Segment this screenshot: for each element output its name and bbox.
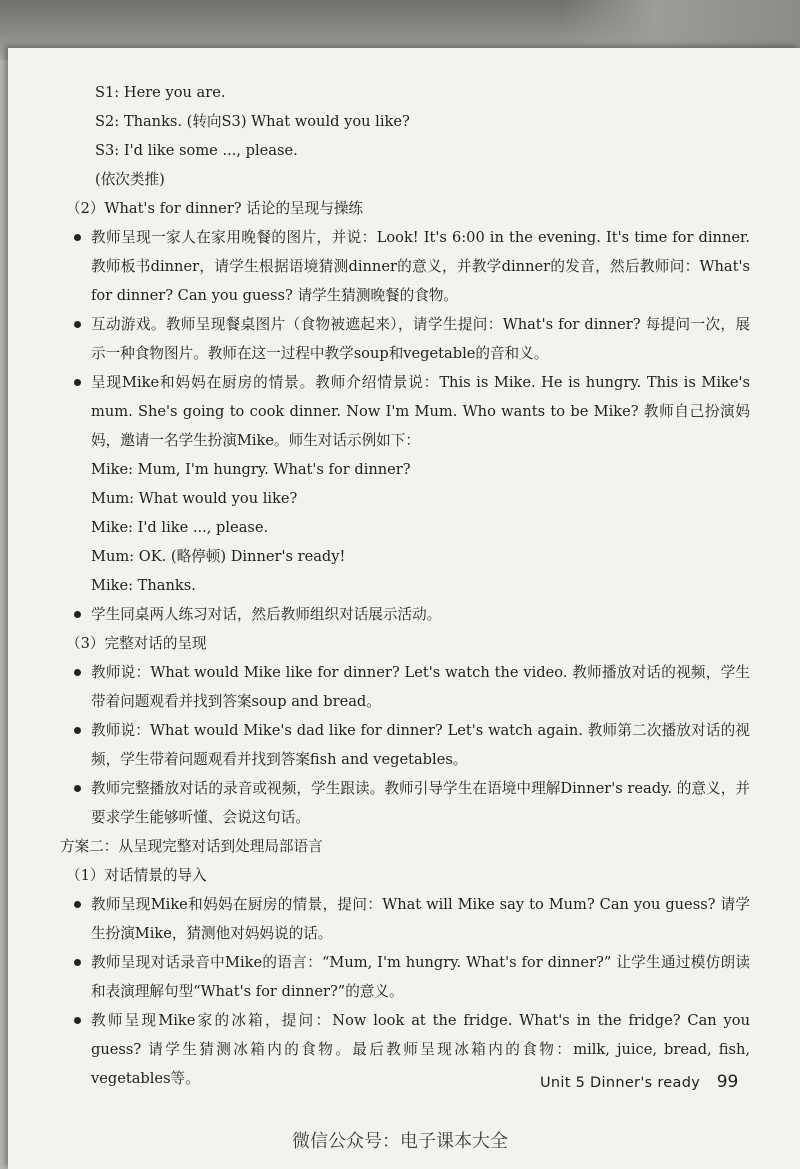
- bullet-text: 教师呈现一家人在家用晚餐的图片，并说：Look! It's 6:00 in the evening. It's time for dinner. 教师板书dinner，请学生根据语境猜测dinner的意义，并教学dinner的发音，然后教师问：What's for dinner? Can you guess? 请学生猜测晚餐的食物。: [91, 229, 750, 304]
- bullet-text: 互动游戏。教师呈现餐桌图片（食物被遮起来），请学生提问：What's for dinner? 每提问一次，展示一种食物图片。教师在这一过程中教学soup和vegetable的音和义。: [91, 316, 750, 362]
- dialogue-line: (依次类推): [95, 171, 165, 188]
- bullet-icon: [74, 785, 81, 792]
- dialogue-line: S1: Here you are.: [95, 84, 226, 101]
- unit-title: Unit 5 Dinner's ready: [540, 1075, 701, 1091]
- page-content: [60, 78, 750, 1093]
- plan-heading: 方案二：从呈现完整对话到处理局部语言: [60, 838, 323, 855]
- bullet-text: 教师说：What would Mike's dad like for dinner? Let's watch again. 教师第二次播放对话的视频，学生带着问题观看并找到答案fish and vegetables。: [91, 722, 750, 768]
- section-heading: （1）对话情景的导入: [66, 867, 207, 884]
- bullet-text: 教师完整播放对话的录音或视频，学生跟读。教师引导学生在语境中理解Dinner's ready. 的意义，并要求学生能够听懂、会说这句话。: [91, 780, 750, 826]
- bullet-text: 教师呈现对话录音中Mike的语言：“Mum, I'm hungry. What's for dinner?” 让学生通过模仿朗读和表演理解句型“What's for dinner?”的意义。: [91, 954, 750, 1000]
- bullet-icon: [74, 959, 81, 966]
- page-footer: [540, 1072, 750, 1092]
- dialogue-line: Mum: OK. (略停顿) Dinner's ready!: [91, 548, 346, 565]
- bullet-item: [60, 658, 750, 716]
- watermark-text: 微信公众号：电子课本大全: [292, 1131, 508, 1152]
- bullet-item: [60, 600, 750, 629]
- bullet-item: [60, 948, 750, 1006]
- dialogue-line: S3: I'd like some ..., please.: [95, 142, 298, 159]
- bullet-item: [60, 716, 750, 774]
- bullet-icon: [74, 234, 81, 241]
- bullet-icon: [74, 1017, 81, 1024]
- bullet-icon: [74, 669, 81, 676]
- bullet-text: 教师说：What would Mike like for dinner? Let's watch the video. 教师播放对话的视频，学生带着问题观看并找到答案soup and bread。: [91, 664, 750, 710]
- section-heading: （2）What's for dinner? 话论的呈现与操练: [66, 200, 364, 217]
- dialogue-line: Mike: Thanks.: [91, 577, 196, 594]
- dialogue-line: S2: Thanks. (转向S3) What would you like?: [95, 113, 410, 130]
- bullet-item: [60, 890, 750, 948]
- bullet-text: 教师呈现Mike和妈妈在厨房的情景，提问：What will Mike say to Mum? Can you guess? 请学生扮演Mike，猜测他对妈妈说的话。: [91, 896, 750, 942]
- bullet-item: [60, 223, 750, 310]
- bullet-text: 呈现Mike和妈妈在厨房的情景。教师介绍情景说：This is Mike. He is hungry. This is Mike's mum. She's going to cook dinner. Now I'm Mum. Who wants to be Mike? 教师自己扮演妈妈，邀请一名学生扮演Mike。师生对话示例如下：: [91, 374, 750, 449]
- bullet-text: 教师呈现Mike家的冰箱，提问：Now look at the fridge. What's in the fridge? Can you guess? 请学生猜测冰箱内的食物。最后教师呈现冰箱内的食物：milk, juice, bread, fish, vegetables等。: [91, 1012, 750, 1087]
- section-heading: （3）完整对话的呈现: [66, 635, 207, 652]
- bullet-icon: [74, 901, 81, 908]
- bullet-item: [60, 774, 750, 832]
- bullet-icon: [74, 611, 81, 618]
- bullet-item: [60, 368, 750, 455]
- dialogue-line: Mum: What would you like?: [91, 490, 298, 507]
- bullet-text: 学生同桌两人练习对话，然后教师组织对话展示活动。: [91, 606, 442, 623]
- bullet-icon: [74, 321, 81, 328]
- bullet-icon: [74, 379, 81, 386]
- page-number: 99: [716, 1072, 739, 1092]
- dialogue-line: Mike: Mum, I'm hungry. What's for dinner?: [91, 461, 411, 478]
- bullet-item: [60, 310, 750, 368]
- dialogue-line: Mike: I'd like ..., please.: [91, 519, 269, 536]
- bullet-icon: [74, 727, 81, 734]
